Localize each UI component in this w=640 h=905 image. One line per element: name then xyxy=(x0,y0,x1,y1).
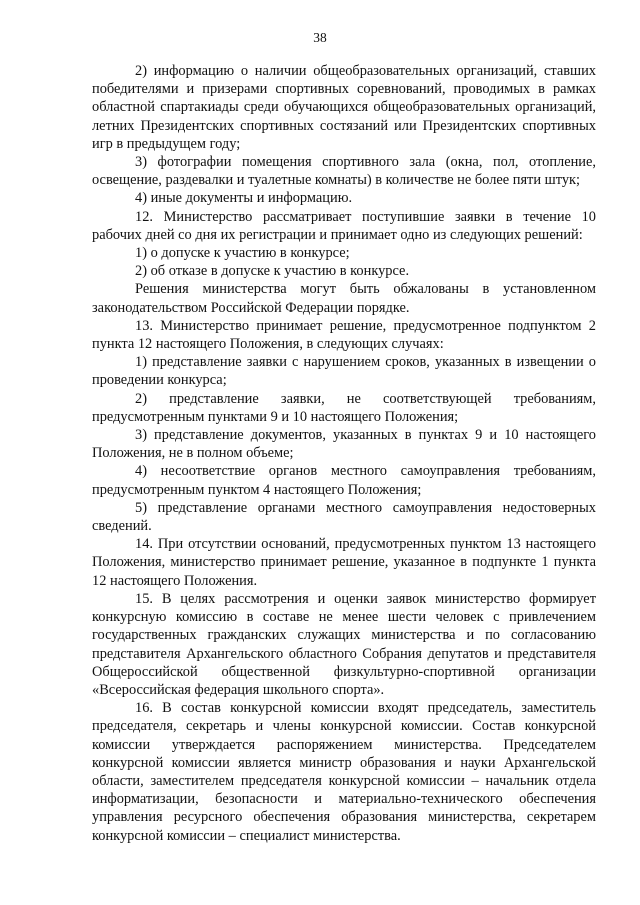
paragraph: 4) несоответствие органов местного самоуправления требованиям, предусмотренным пунктом 4 настоящего Положения; xyxy=(92,463,596,498)
paragraph: 2) об отказе в допуске к участию в конкурсе. xyxy=(135,263,410,280)
paragraph: 13. Министерство принимает решение, предусмотренное подпунктом 2 пункта 12 настоящего Положения, в следующих случаях: xyxy=(92,317,596,353)
page-number: 38 xyxy=(313,30,327,45)
paragraph: 16. В состав конкурсной комиссии входят председатель, заместитель председателя, секретарь и члены конкурсной комиссии. Состав конкурсной комиссии утверждается распоряжением министерства. Председателем конкурсной комиссии является министр образования и науки Архангельской области, заместителем председателя конкурсной комиссии – начальник отдела информатизации, безопасности и материально-технического обеспечения управления ресурсного обеспечения образования министерства, секретарем конкурсной комиссии – специалист министерства. xyxy=(92,700,596,844)
paragraph: 5) представление органами местного самоуправления недостоверных сведений. xyxy=(92,499,596,535)
paragraph: 1) представление заявки с нарушением сроков, указанных в извещении о проведении конкурса; xyxy=(92,354,596,389)
paragraph: 15. В целях рассмотрения и оценки заявок министерство формирует конкурсную комиссию в составе не менее шести человек с привлечением государственных гражданских служащих министерства и по согласованию представителя Архангельского областного Собрания депутатов и представителя Общероссийской общественной физкультурно-спортивной организации «Всероссийская федерация школьного спорта». xyxy=(92,590,596,698)
paragraph: 3) представление документов, указанных в пунктах 9 и 10 настоящего Положения, не в полном объеме; xyxy=(92,427,596,462)
paragraph: 4) иные документы и информацию. xyxy=(135,190,353,207)
paragraph: 3) фотографии помещения спортивного зала (окна, пол, отопление, освещение, раздевалки и туалетные комнаты) в количестве не более пяти штук; xyxy=(92,154,596,189)
paragraph: 2) информацию о наличии общеобразовательных организаций, ставших победителями и призерами спортивных соревнований, проводимых в рамках областной спартакиады среди обучающихся общеобразовательных организаций, летних Президентских спортивных состязаний или Президентских спортивных игр в предыдущем году; xyxy=(92,63,596,152)
document-body xyxy=(92,62,596,845)
paragraph: Решения министерства могут быть обжалованы в установленном законодательством Российской Федерации порядке. xyxy=(92,281,596,316)
paragraph: 14. При отсутствии оснований, предусмотренных пунктом 13 настоящего Положения, министерство принимает решение, указанное в подпункте 1 пункта 12 настоящего Положения. xyxy=(92,536,596,589)
paragraph: 1) о допуске к участию в конкурсе; xyxy=(135,245,350,262)
paragraph: 2) представление заявки, не соответствующей требованиям, предусмотренным пунктами 9 и 10 настоящего Положения; xyxy=(92,390,596,425)
paragraph: 12. Министерство рассматривает поступившие заявки в течение 10 рабочих дней со дня их регистрации и принимает одно из следующих решений: xyxy=(92,208,596,243)
